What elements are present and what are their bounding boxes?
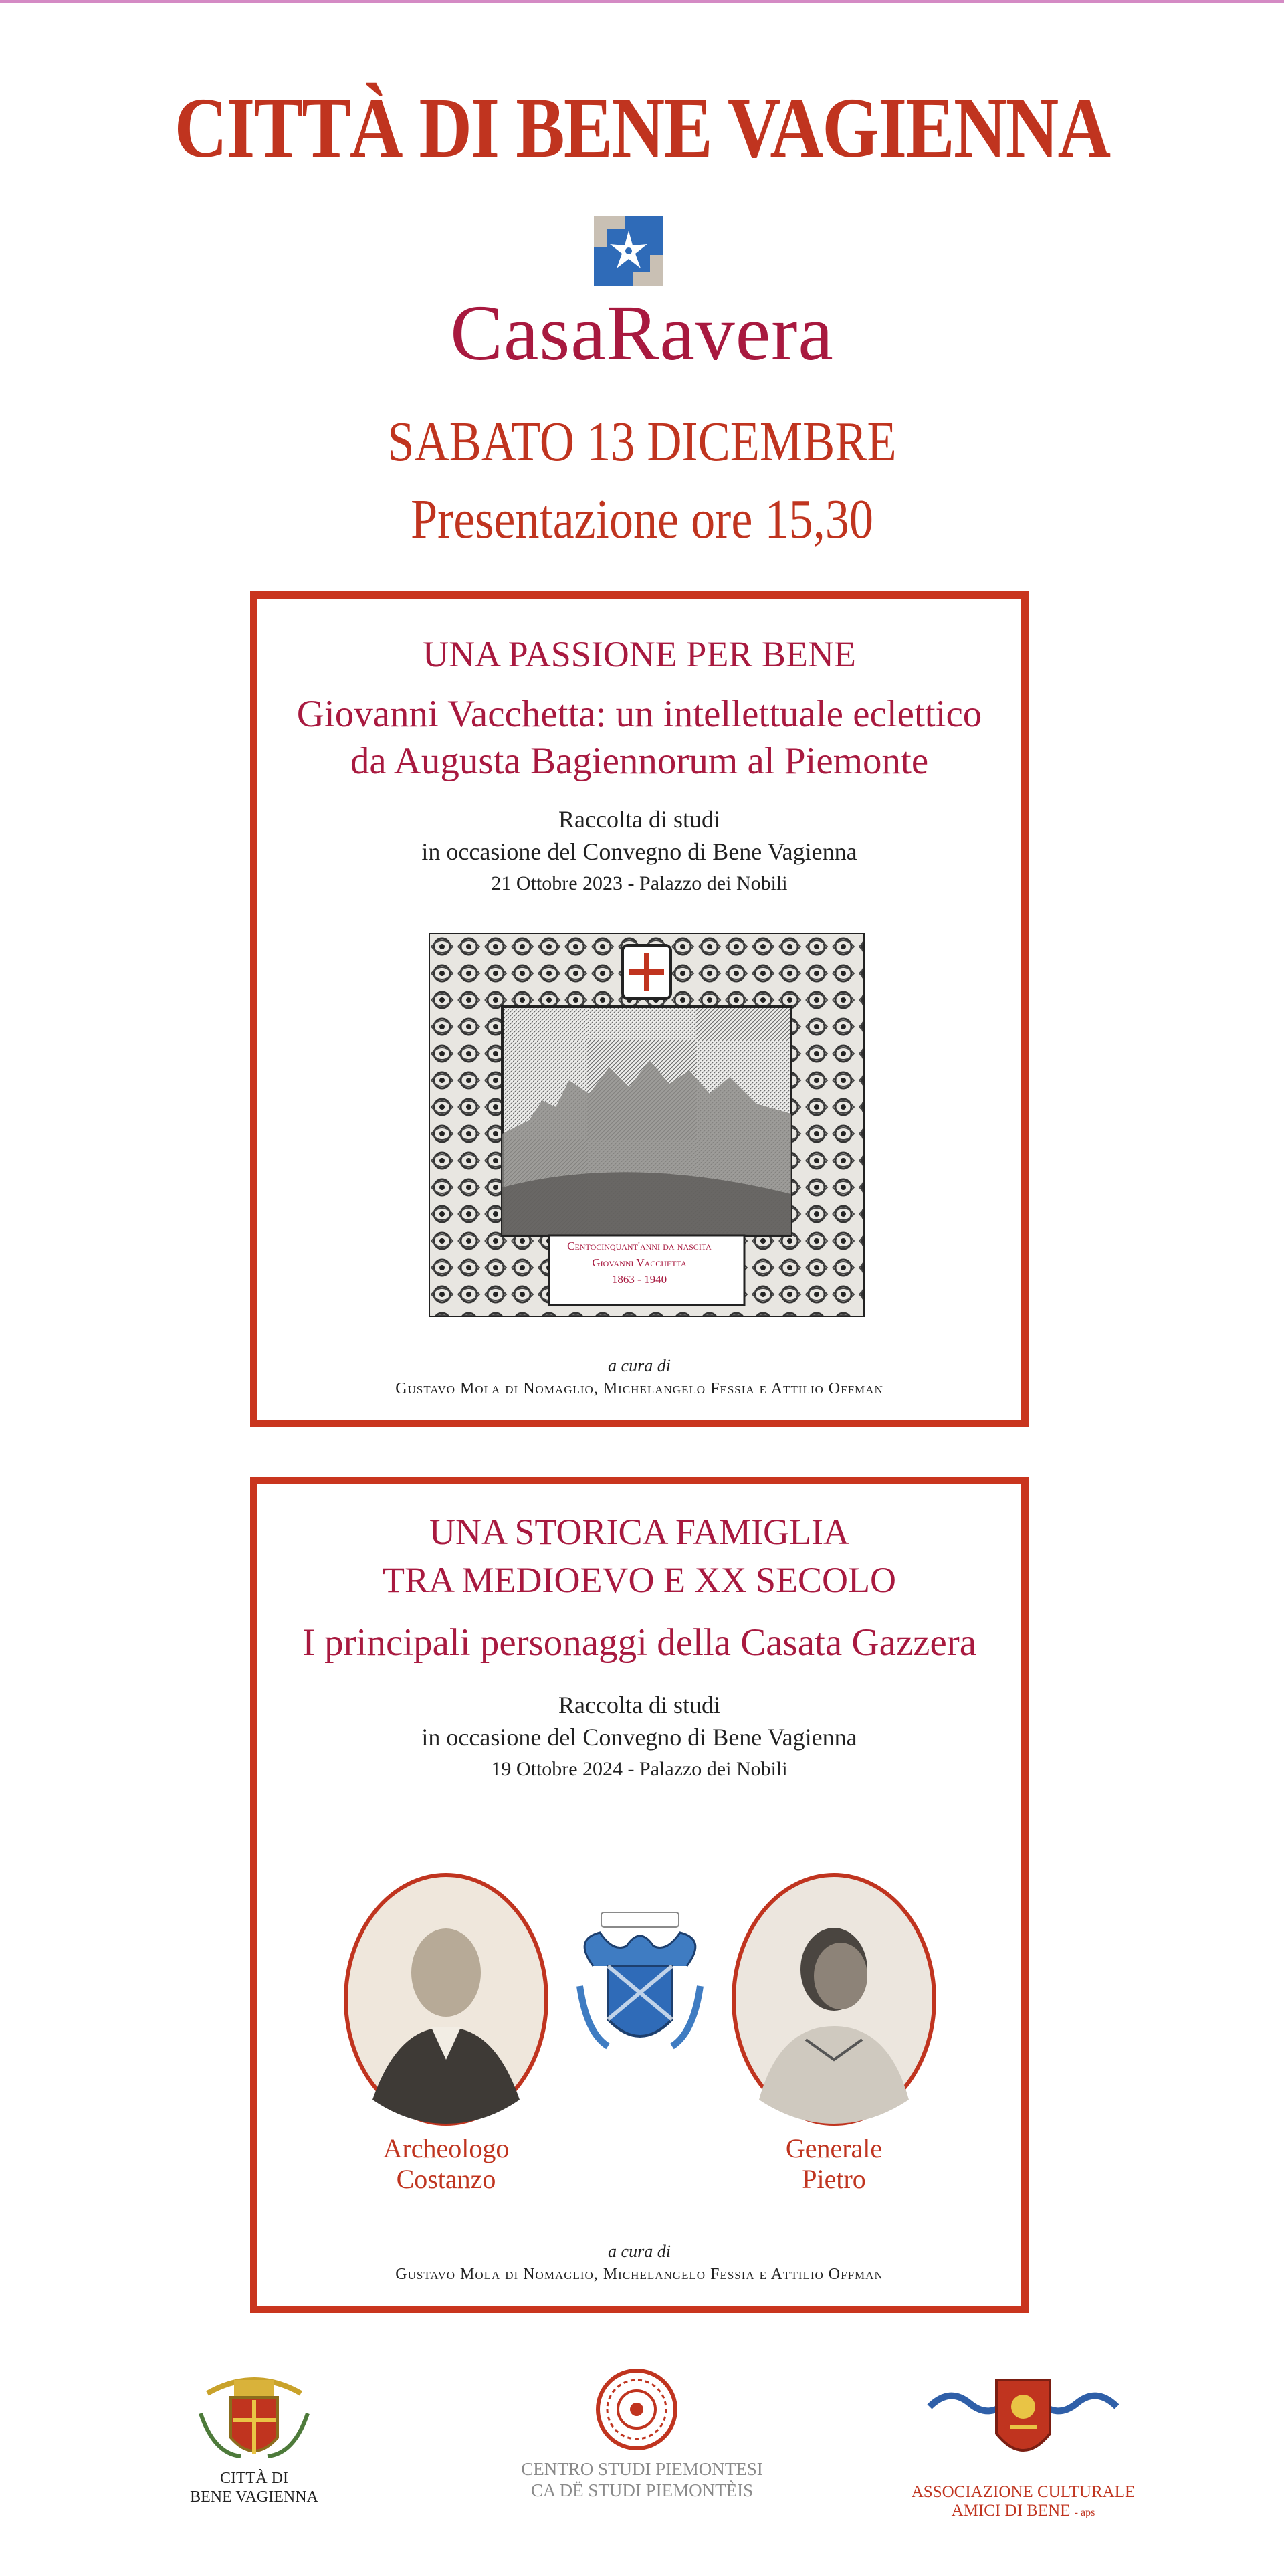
book1-card xyxy=(250,591,1029,1427)
footer-assoc-name: AMICI DI BENE xyxy=(951,2502,1071,2520)
book1-info-line1: Raccolta di studi xyxy=(558,806,720,833)
crest-icon xyxy=(194,2373,314,2467)
book1-subtitle-line1: Giovanni Vacchetta: un intellettuale eclettico xyxy=(296,693,982,735)
book2-subtitle: I principali personaggi della Casata Gazzera xyxy=(302,1621,977,1664)
city-title: CITTÀ DI BENE VAGIENNA xyxy=(174,80,1110,175)
book1-cartouche-line2: Giovanni Vacchetta xyxy=(592,1256,687,1269)
book1-subtitle-line2: da Augusta Bagiennorum al Piemonte xyxy=(350,740,929,782)
portrait-right-caption-line2: Pietro xyxy=(802,2164,866,2194)
event-date: SABATO 13 DICEMBRE xyxy=(387,411,897,473)
book2-authors: Gustavo Mola di Nomaglio, Michelangelo Fessia e Attilio Offman xyxy=(395,2266,883,2283)
book2-title-line2: TRA MEDIOEVO E XX SECOLO xyxy=(383,1560,896,1600)
book2-title-line1: UNA STORICA FAMIGLIA xyxy=(429,1512,850,1552)
book2-curator-label: a cura di xyxy=(608,2242,671,2261)
book1-info-line2: in occasione del Convegno di Bene Vagienna xyxy=(421,838,857,865)
book1-info-line3: 21 Ottobre 2023 - Palazzo dei Nobili xyxy=(491,872,788,894)
book1-cartouche-line1: Centocinquant'anni da nascita xyxy=(567,1240,712,1252)
footer-city-line1: CITTÀ DI xyxy=(220,2470,288,2487)
book1-authors: Gustavo Mola di Nomaglio, Michelangelo Fessia e Attilio Offman xyxy=(395,1380,883,1397)
rosette-seal-icon xyxy=(595,2368,678,2451)
book1-curator-label: a cura di xyxy=(608,1356,671,1375)
book1-title: UNA PASSIONE PER BENE xyxy=(423,634,856,674)
footer-assoc-line2 xyxy=(876,2502,1170,2520)
brand-name: CasaRavera xyxy=(450,289,834,377)
top-accent-line xyxy=(0,0,1284,3)
portrait-left-caption-line1: Archeologo xyxy=(383,2133,510,2163)
event-time: Presentazione ore 15,30 xyxy=(410,488,874,551)
portrait-left-caption-line2: Costanzo xyxy=(396,2164,496,2194)
book2-info-line3: 19 Ottobre 2024 - Palazzo dei Nobili xyxy=(491,1758,788,1780)
footer-centro-line2: CA DË STUDI PIEMONTÈIS xyxy=(530,2480,754,2500)
book2-info-line2: in occasione del Convegno di Bene Vagienna xyxy=(421,1724,857,1751)
portrait-right-caption-line1: Generale xyxy=(785,2133,883,2163)
footer-assoc-suffix: - aps xyxy=(1074,2507,1095,2518)
star-shield-icon xyxy=(594,216,663,286)
book2-info-line1: Raccolta di studi xyxy=(558,1692,720,1718)
book1-cartouche-line3: 1863 - 1940 xyxy=(611,1273,667,1286)
dragon-shield-icon xyxy=(923,2367,1124,2467)
footer-assoc-line1: ASSOCIAZIONE CULTURALE xyxy=(911,2483,1136,2501)
book2-card xyxy=(250,1477,1029,2313)
footer-centro-line1: CENTRO STUDI PIEMONTESI xyxy=(521,2459,763,2479)
footer-city-line2: BENE VAGIENNA xyxy=(190,2488,318,2506)
